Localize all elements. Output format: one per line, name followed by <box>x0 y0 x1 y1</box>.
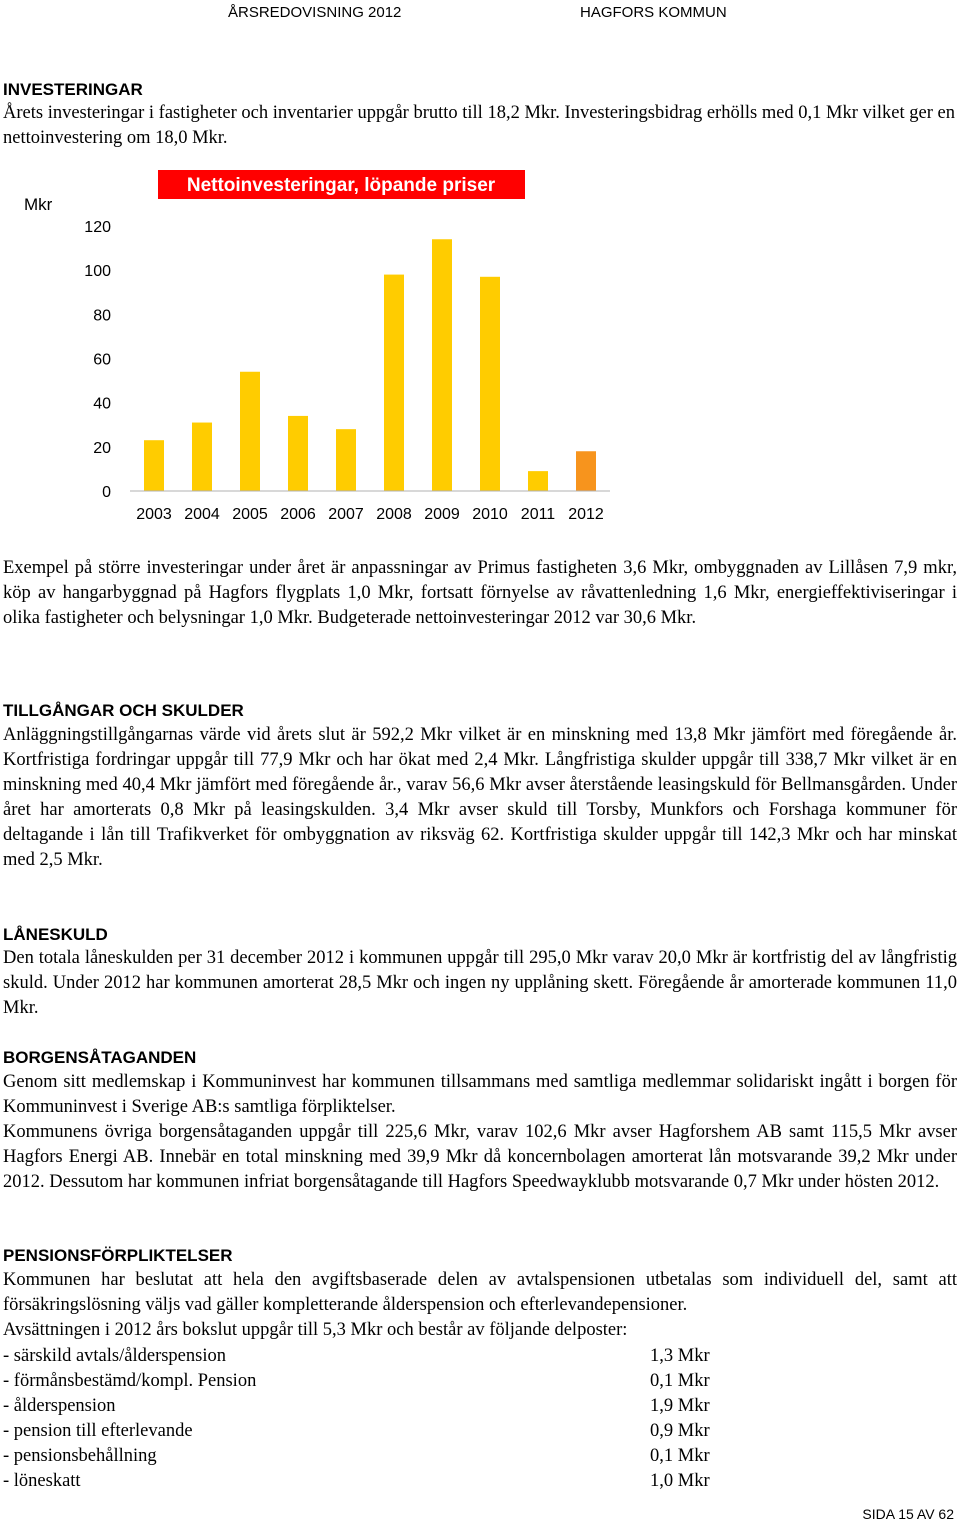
investeringar-examples: Exempel på större investeringar under året är anpassningar av Primus fastigheten 3,6 Mkr, ombyggnaden av Lillåsen 7,9 mkr, köp av hangarbyggnad på Hagfors flygplats 1,0 Mkr, fortsatt förnyelse av råvattenledning 1,6 Mkr, energieffektiviseringar i olika fastigheter och belysningar 1,0 Mkr. Budgeterade nettoinvesteringar 2012 var 30,6 Mkr. <box>3 558 957 628</box>
bar-2005 <box>240 372 260 491</box>
bar-2006 <box>288 416 308 491</box>
pension-item-value: 0,9 Mkr <box>650 1421 710 1441</box>
chart-title: Nettoinvesteringar, löpande priser <box>186 175 496 196</box>
bar-2003 <box>144 440 164 491</box>
pension-item-label: - pension till efterlevande <box>3 1421 193 1441</box>
pension-item-value: 1,9 Mkr <box>650 1396 710 1416</box>
bar-2010 <box>480 277 500 491</box>
bar-2009 <box>432 239 452 491</box>
x-tick-label: 2007 <box>328 506 364 523</box>
pension-item-label: - löneskatt <box>3 1471 81 1491</box>
bar-2011 <box>528 471 548 491</box>
x-tick-label: 2004 <box>184 506 220 523</box>
borgen-text-1: Genom sitt medlemskap i Kommuninvest har kommunen tillsammans med samtliga medlemmar solidariskt ingått i borgen för Kommuninvest i Sverige AB:s samtliga förpliktelser. <box>3 1072 957 1117</box>
bar-2012 <box>576 451 596 491</box>
x-tick-label: 2011 <box>520 506 556 523</box>
x-tick-label: 2008 <box>376 506 412 523</box>
x-tick-label: 2009 <box>424 506 460 523</box>
heading-laneskuld: LÅNESKULD <box>3 925 108 944</box>
y-tick-label: 80 <box>93 307 111 325</box>
y-tick-label: 20 <box>93 439 111 457</box>
pension-item-value: 1,0 Mkr <box>650 1471 710 1491</box>
pension-item-label: - ålderspension <box>3 1396 116 1416</box>
pension-item-value: 1,3 Mkr <box>650 1346 710 1366</box>
header-municipality: HAGFORS KOMMUN <box>580 4 727 21</box>
x-tick-label: 2006 <box>280 506 316 523</box>
x-tick-label: 2010 <box>472 506 508 523</box>
pension-item-value: 0,1 Mkr <box>650 1371 710 1391</box>
laneskuld-text: Den totala låneskulden per 31 december 2012 i kommunen uppgår till 295,0 Mkr varav 20,0 Mkr är kortfristig del av långfristig skuld. Under 2012 har kommunen amorterat 28,5 Mkr och ingen ny upplåning skett. Föregående år amorterade kommunen 11,0 Mkr. <box>3 948 957 1018</box>
heading-borgen: BORGENSÅTAGANDEN <box>3 1048 197 1067</box>
y-tick-label: 60 <box>93 351 111 369</box>
header-report-title: ÅRSREDOVISNING 2012 <box>228 4 402 21</box>
y-tick-label: 120 <box>84 219 111 236</box>
y-tick-label: 40 <box>93 395 111 413</box>
bar-2004 <box>192 423 212 491</box>
heading-tillgangar: TILLGÅNGAR OCH SKULDER <box>3 701 244 720</box>
y-tick-label: 0 <box>102 484 111 501</box>
pension-text-1: Kommunen har beslutat att hela den avgiftsbaserade delen av avtalspensionen utbetalas som individuell del, samt att försäkringslösning väljs vad gäller kompletterande ålderspension och efterlevandepensioner. <box>3 1270 957 1315</box>
x-tick-label: 2005 <box>232 506 268 523</box>
x-tick-label: 2012 <box>568 506 604 523</box>
bar-2007 <box>336 429 356 491</box>
bar-2008 <box>384 275 404 491</box>
net-investment-chart <box>0 160 620 530</box>
pension-item-label: - särskild avtals/ålderspension <box>3 1346 226 1366</box>
investeringar-intro: Årets investeringar i fastigheter och inventarier uppgår brutto till 18,2 Mkr. Investeringsbidrag erhölls med 0,1 Mkr vilket ger en nettoinvestering om 18,0 Mkr. <box>3 103 955 148</box>
tillgangar-text: Anläggningstillgångarnas värde vid årets slut är 592,2 Mkr vilket är en minskning med 13,8 Mkr jämfört med föregående år. Kortfristiga fordringar uppgår till 77,9 Mkr och har ökat med 2,4 Mkr. Långfristiga skulder uppgår till 338,7 Mkr vilket är en minskning med 40,4 Mkr jämfört med föregående år., varav 56,6 Mkr avser återstående leasingskuld för Bellmansgården. Under året har amorterats 0,8 Mkr på leasingskulden. 3,4 Mkr avser skuld till Torsby, Munkfors och Forshaga kommuner för deltagande i lån till Trafikverket för ombyggnation av riksväg 62. Kortfristiga skulder uppgår till 142,3 Mkr och har minskat med 2,5 Mkr. <box>3 725 957 870</box>
pension-item-label: - pensionsbehållning <box>3 1446 157 1466</box>
y-tick-label: 100 <box>84 263 111 281</box>
y-axis-label: Mkr <box>24 195 53 214</box>
borgen-text-2: Kommunens övriga borgensåtaganden uppgår till 225,6 Mkr, varav 102,6 Mkr avser Hagforshem AB samt 115,5 Mkr avser Hagfors Energi AB. Innebär en total minskning med 39,9 Mkr då koncernbolagen amorterat lån motsvarande 39,2 Mkr under 2012. Dessutom har kommunen infriat borgensåtagande till Hagfors Speedwayklubb motsvarande 0,7 Mkr under hösten 2012. <box>3 1122 957 1192</box>
heading-pension: PENSIONSFÖRPLIKTELSER <box>3 1246 233 1265</box>
pension-text-2: Avsättningen i 2012 års bokslut uppgår till 5,3 Mkr och består av följande delposter: <box>3 1320 628 1340</box>
pension-item-label: - förmånsbestämd/kompl. Pension <box>3 1371 257 1391</box>
x-tick-label: 2003 <box>136 506 172 523</box>
heading-investeringar: INVESTERINGAR <box>3 80 143 99</box>
page-number: SIDA 15 AV 62 <box>862 1506 954 1522</box>
pension-item-value: 0,1 Mkr <box>650 1446 710 1466</box>
